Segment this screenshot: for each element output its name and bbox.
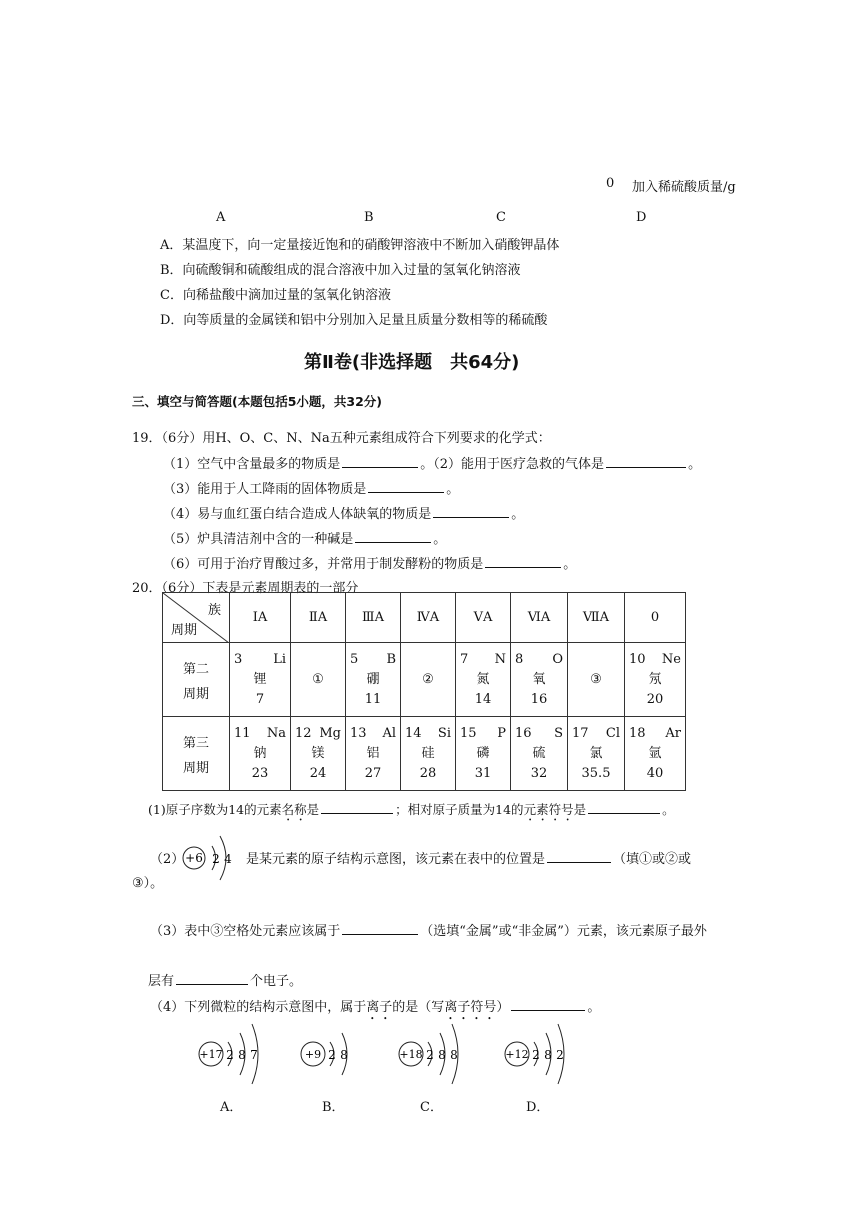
q19-l1a: （1）空气中含量最多的物质是 xyxy=(163,457,341,472)
q20-sub1 xyxy=(148,800,675,824)
option-b: B．向硫酸铜和硫酸组成的混合溶液中加入过量的氢氧化钠溶液 xyxy=(160,263,521,278)
element-symbol: Ar xyxy=(665,725,681,741)
q20-s3a: （3）表中③空格处元素应该属于 xyxy=(150,924,341,939)
atomic-mass: 7 xyxy=(255,691,265,707)
shell-electrons: 8 xyxy=(438,1048,446,1062)
option-d: D．向等质量的金属镁和铝中分别加入足量且质量分数相等的稀硫酸 xyxy=(160,313,548,328)
shell-electrons: 8 xyxy=(238,1048,246,1062)
element-name: 硫 xyxy=(532,745,546,761)
atomic-mass: 14 xyxy=(474,691,492,707)
answer-blank[interactable] xyxy=(342,922,418,935)
q19-l1b: 。（2）能用于医疗急救的气体是 xyxy=(420,457,605,472)
element-name: 氖 xyxy=(648,671,662,687)
nucleus-charge: +9 xyxy=(304,1048,322,1061)
group-header: IA xyxy=(230,593,291,643)
nucleus-charge: +6 xyxy=(185,851,203,865)
q20-s4c: 的是（写 xyxy=(392,1000,445,1015)
atom-diagram-carbon xyxy=(180,830,244,886)
element-name: 氧 xyxy=(532,671,546,687)
q20-s1b: 名称 xyxy=(281,802,307,817)
shell-electrons: 8 xyxy=(340,1048,348,1062)
shell-electrons: 2 xyxy=(212,852,220,866)
q20-s1e: 元素符号 xyxy=(523,802,574,817)
q19-line-5 xyxy=(163,528,446,547)
answer-blank[interactable] xyxy=(606,455,686,468)
chart-label-b: B xyxy=(364,210,374,225)
atomic-number: 16 xyxy=(515,725,532,741)
element-symbol: Na xyxy=(266,725,286,741)
atomic-number: 18 xyxy=(629,725,646,741)
blank-cell: ③ xyxy=(568,643,625,717)
option-a: A．某温度下，向一定量接近饱和的硝酸钾溶液中不断加入硝酸钾晶体 xyxy=(160,238,560,253)
element-cell xyxy=(346,643,401,717)
q20-s3b: （选填“金属”或“非金属”）元素，该元素原子最外 xyxy=(420,924,707,939)
atomic-mass: 24 xyxy=(309,765,327,781)
q20-sub2-cont: ③）。 xyxy=(132,876,164,891)
element-name: 铝 xyxy=(366,745,380,761)
answer-blank[interactable] xyxy=(588,801,660,814)
atomic-mass: 35.5 xyxy=(581,765,611,781)
element-symbol: S xyxy=(554,725,563,741)
atomic-number: 14 xyxy=(405,725,422,741)
element-cell xyxy=(291,717,346,791)
chart-label-d: D xyxy=(636,210,647,225)
group-header: 0 xyxy=(625,593,686,643)
element-symbol: O xyxy=(552,651,563,667)
q19-line-4 xyxy=(163,503,524,522)
q19-stem: 19．（6分）用H、O、C、N、Na五种元素组成符合下列要求的化学式： xyxy=(132,431,551,446)
atomic-mass: 31 xyxy=(474,765,492,781)
answer-blank[interactable] xyxy=(321,801,393,814)
atomic-number: 10 xyxy=(629,651,646,667)
q20-sub2-prefix: （2） xyxy=(150,852,185,867)
chart-xlabel: 加入稀硫酸质量/g xyxy=(632,180,736,195)
chart-label-a: A xyxy=(216,210,226,225)
answer-blank[interactable] xyxy=(176,972,248,985)
answer-blank[interactable] xyxy=(547,850,611,863)
atomic-number: 8 xyxy=(515,651,524,667)
element-symbol: B xyxy=(386,651,396,667)
element-cell xyxy=(230,717,291,791)
atomic-number: 11 xyxy=(234,725,251,741)
element-cell xyxy=(511,717,568,791)
shell-electrons: 2 xyxy=(556,1048,564,1062)
nucleus-charge: +17 xyxy=(199,1048,223,1061)
atomic-mass: 40 xyxy=(646,765,664,781)
q19-end: 。 xyxy=(563,557,577,572)
group-header: ⅡA xyxy=(291,593,346,643)
element-symbol: Cl xyxy=(605,725,620,741)
element-cell xyxy=(625,643,686,717)
q19-l5: （5）炉具清洁剂中含的一种碱是 xyxy=(163,532,354,547)
q20-sub2-text xyxy=(246,848,691,867)
shell-electrons: 8 xyxy=(544,1048,552,1062)
element-symbol: Si xyxy=(437,725,451,741)
atomic-mass: 32 xyxy=(530,765,548,781)
q20-s4d: 离子符号 xyxy=(444,1000,497,1015)
q20-s1g: 。 xyxy=(662,802,675,817)
part-title: 第Ⅱ卷(非选择题 共64分) xyxy=(304,352,520,373)
section-title: 三、填空与简答题(本题包括5小题，共32分) xyxy=(132,394,383,409)
atomic-number: 13 xyxy=(350,725,367,741)
q19-l6: （6）可用于治疗胃酸过多，并常用于制发酵粉的物质是 xyxy=(163,557,484,572)
particle-label: B． xyxy=(322,1100,345,1115)
element-name: 硼 xyxy=(366,671,380,687)
element-cell xyxy=(456,643,511,717)
particle-diagram xyxy=(398,1018,484,1088)
atomic-mass: 11 xyxy=(364,691,382,707)
element-name: 钠 xyxy=(253,745,267,761)
blank-cell: ① xyxy=(291,643,346,717)
shell-electrons: 8 xyxy=(450,1048,458,1062)
answer-blank[interactable] xyxy=(368,480,444,493)
q20-sub3 xyxy=(150,920,707,939)
element-name: 氮 xyxy=(476,671,490,687)
q20-s4a: （4）下列微粒的结构示意图中，属于 xyxy=(150,1000,367,1015)
shell-electrons: 2 xyxy=(328,1048,336,1062)
particle-diagram xyxy=(504,1018,590,1088)
element-cell xyxy=(625,717,686,791)
q20-s4f: 。 xyxy=(587,1000,601,1015)
particle-diagram xyxy=(198,1018,284,1088)
atomic-mass: 16 xyxy=(530,691,548,707)
option-c: C．向稀盐酸中滴加过量的氢氧化钠溶液 xyxy=(160,288,391,303)
element-symbol: Ne xyxy=(661,651,681,667)
table-corner xyxy=(163,593,230,643)
element-symbol: Li xyxy=(273,651,286,667)
element-cell xyxy=(346,717,401,791)
q19-l3: （3）能用于人工降雨的固体物质是 xyxy=(163,482,367,497)
atomic-number: 7 xyxy=(460,651,469,667)
element-name: 镁 xyxy=(311,745,325,761)
group-header: ⅤA xyxy=(456,593,511,643)
answer-blank[interactable] xyxy=(485,555,561,568)
blank-cell: ② xyxy=(401,643,456,717)
corner-group-label: 族 xyxy=(207,603,221,618)
element-symbol: Al xyxy=(382,725,396,741)
group-header: ⅣA xyxy=(401,593,456,643)
period-label: 第二 周期 xyxy=(163,643,230,717)
element-name: 硅 xyxy=(421,745,435,761)
nucleus-charge: +18 xyxy=(399,1048,423,1061)
q20-s4e: ） xyxy=(496,1000,510,1015)
atomic-mass: 27 xyxy=(364,765,382,781)
atomic-number: 3 xyxy=(234,651,243,667)
element-cell xyxy=(568,717,625,791)
q19-line-3 xyxy=(163,478,459,497)
q19-end: 。 xyxy=(433,532,447,547)
element-symbol: N xyxy=(494,651,506,667)
element-cell xyxy=(230,643,291,717)
particle-label: D． xyxy=(526,1100,550,1115)
q19-line-6 xyxy=(163,553,576,572)
particle-label: C． xyxy=(420,1100,443,1115)
q19-end: 。 xyxy=(511,507,525,522)
shell-electrons: 2 xyxy=(532,1048,540,1062)
element-cell xyxy=(456,717,511,791)
element-name: 锂 xyxy=(253,671,267,687)
period-label: 第三 周期 xyxy=(163,717,230,791)
atomic-mass: 28 xyxy=(419,765,437,781)
chart-label-c: C xyxy=(496,210,506,225)
particle-diagram xyxy=(300,1018,372,1088)
q19-l4: （4）易与血红蛋白结合造成人体缺氧的物质是 xyxy=(163,507,432,522)
element-cell xyxy=(511,643,568,717)
q19-end: 。 xyxy=(446,482,460,497)
atomic-number: 15 xyxy=(460,725,477,741)
element-name: 磷 xyxy=(476,745,490,761)
atomic-mass: 20 xyxy=(646,691,664,707)
periodic-table xyxy=(162,592,686,791)
q20-s1f: 是 xyxy=(573,802,587,817)
shell-electrons: 4 xyxy=(224,852,232,866)
group-header: ⅥA xyxy=(511,593,568,643)
atomic-mass: 23 xyxy=(251,765,269,781)
particle-label: A． xyxy=(220,1100,243,1115)
group-header: ⅦA xyxy=(568,593,625,643)
q20-sub3-cont xyxy=(148,970,302,989)
answer-blank[interactable] xyxy=(355,530,431,543)
q20-stem: 20．（6分）下表是元素周期表的一部分 xyxy=(132,581,359,596)
q20-s2a: 是某元素的原子结构示意图，该元素在表中的位置是 xyxy=(246,852,546,867)
atomic-number: 5 xyxy=(350,651,359,667)
q20-s3d: 个电子。 xyxy=(250,974,303,989)
q20-s2b: （填①或②或 xyxy=(613,852,692,867)
element-symbol: P xyxy=(497,725,506,741)
q20-s1d: ；相对原子质量为14的 xyxy=(395,802,524,817)
nucleus-charge: +12 xyxy=(505,1048,529,1061)
atomic-number: 17 xyxy=(572,725,589,741)
answer-blank[interactable] xyxy=(342,455,418,468)
shell-electrons: 2 xyxy=(226,1048,234,1062)
answer-blank[interactable] xyxy=(511,998,585,1011)
q20-s1a: (1)原子序数为14的元素 xyxy=(148,802,282,817)
q20-s4b: 离子 xyxy=(366,1000,393,1015)
element-cell xyxy=(401,717,456,791)
shell-electrons: 7 xyxy=(250,1048,258,1062)
element-name: 氩 xyxy=(648,745,662,761)
q20-s1c: 是 xyxy=(306,802,320,817)
chart-origin: 0 xyxy=(606,176,615,191)
atomic-number: 12 xyxy=(295,725,312,741)
q19-line-1 xyxy=(163,453,701,472)
corner-period-label: 周期 xyxy=(171,623,198,638)
q20-s3c: 层有 xyxy=(148,974,175,989)
element-symbol: Mg xyxy=(319,725,341,741)
answer-blank[interactable] xyxy=(433,505,509,518)
element-name: 氯 xyxy=(589,745,603,761)
group-header: ⅢA xyxy=(346,593,401,643)
q19-l1c: 。 xyxy=(688,457,702,472)
shell-electrons: 2 xyxy=(426,1048,434,1062)
